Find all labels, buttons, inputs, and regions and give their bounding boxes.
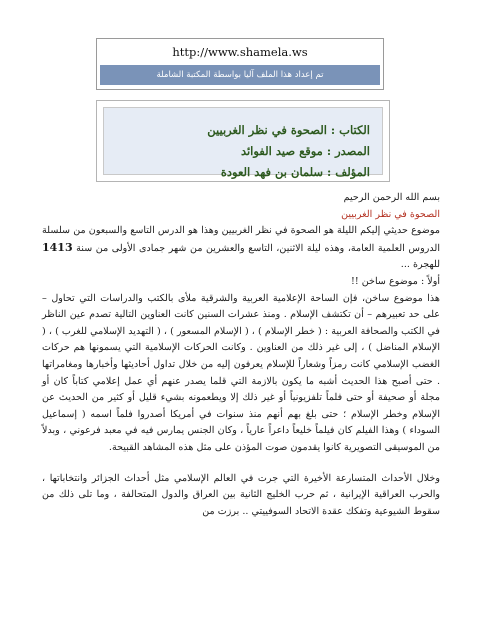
intro-text-b: للهجرة ...	[400, 259, 440, 271]
intro-paragraph	[42, 223, 440, 274]
first-point-label: أولاً : موضوع ساخن !!	[350, 275, 440, 287]
basmala: بسم الله الرحمن الرحيم	[343, 192, 440, 203]
hijri-year: 1413	[42, 240, 73, 254]
section-title: الصحوة في نظر الغربيين	[341, 208, 440, 220]
book-info-box	[96, 100, 390, 182]
book-author-line: المؤلف : سلمان بن فهد العودة	[220, 165, 370, 179]
book-info-panel	[103, 107, 383, 179]
book-title-line: الكتاب : الصحوة في نظر الغربيين	[207, 123, 370, 137]
book-source-line: المصدر : موقع صيد الفوائد	[240, 144, 370, 158]
body-paragraph-2: وخلال الأحداث المتسارعة الأخيرة التي جرت في العالم الإسلامي مثل أحداث الجزائر وانتخاباتها ، والحرب العراقية الإيرانية ، ثم حرب الخليج الثانية بين العراق والدول المتحالفة ، وما تلى ذلك من سقوط الشيوعية وتفكك عقدة الاتحاد السوفييتي .. برزت من	[42, 472, 440, 517]
document-header	[96, 38, 384, 90]
generated-note-strip: تم إعداد هذا الملف آليا بواسطة المكتبة الشاملة	[100, 65, 380, 85]
source-url[interactable]: http://www.shamela.ws	[172, 45, 308, 59]
body-paragraph-1: هذا موضوع ساخن، فإن الساحة الإعلامية العربية والشرقية ملأى بالكتب والدراسات التي تحاول – على حد تعبيرهم – أن تكتشف الإسلام . ومنذ عشرات السنين كانت العناوين التالية تصدم عين الناظر في الكتب والصحافة العربية : ( خطر الإسلام ) ، ( الإسلام المسعور ) ، ( التهديد الإسلامي للغرب ) ، ( الإسلام المناضل ) ، إلى غير ذلك من العناوين . وكانت الحركات الإسلامية التي يسمونها هم حركات الغضب الإسلامي كانت رمزاً وشعاراً للإسلام يعرفون إليه من خلال تداول أحاديثها وأخبارها ومغامراتها . حتى أصبح هذا الحديث أشبه ما يكون بالازمة التي قلما يصدر عنهم أي عمل إعلامي كتاباً كان أو مجلة أو صحيفة أو حتى فلماً تلفزيونياً أو غير ذلك إلا ويطعمونه بشيء قليل أو كثير من الحديث عن الإسلام وخطر الإسلام ؛ حتى بلغ بهم أنهم منذ سنوات في أمريكا أصدروا فلماً اسمه ( إسماعيل السوداء ) وهذا الفيلم كان فيلماً خليعاً داعراً عارياً ، وكان الجنس يمارس فيه في معبد فرعوني ، وبدلاً من الموسيقى التصويرية كانوا يقدمون صوت المؤذن على مثل هذه المشاهد القبيحة.	[42, 292, 440, 453]
intro-text-a: موضوع حديثي إليكم الليلة هو الصحوة في نظر الغربيين وهذا هو الدرس التاسع والسبعون من سلسلة الدروس العلمية العامة، وهذه ليلة الاثنين، التاسع والعشرين من شهر جمادى الأولى من سنة	[42, 225, 440, 254]
paragraph-gap	[42, 457, 440, 471]
document-body	[42, 190, 440, 520]
